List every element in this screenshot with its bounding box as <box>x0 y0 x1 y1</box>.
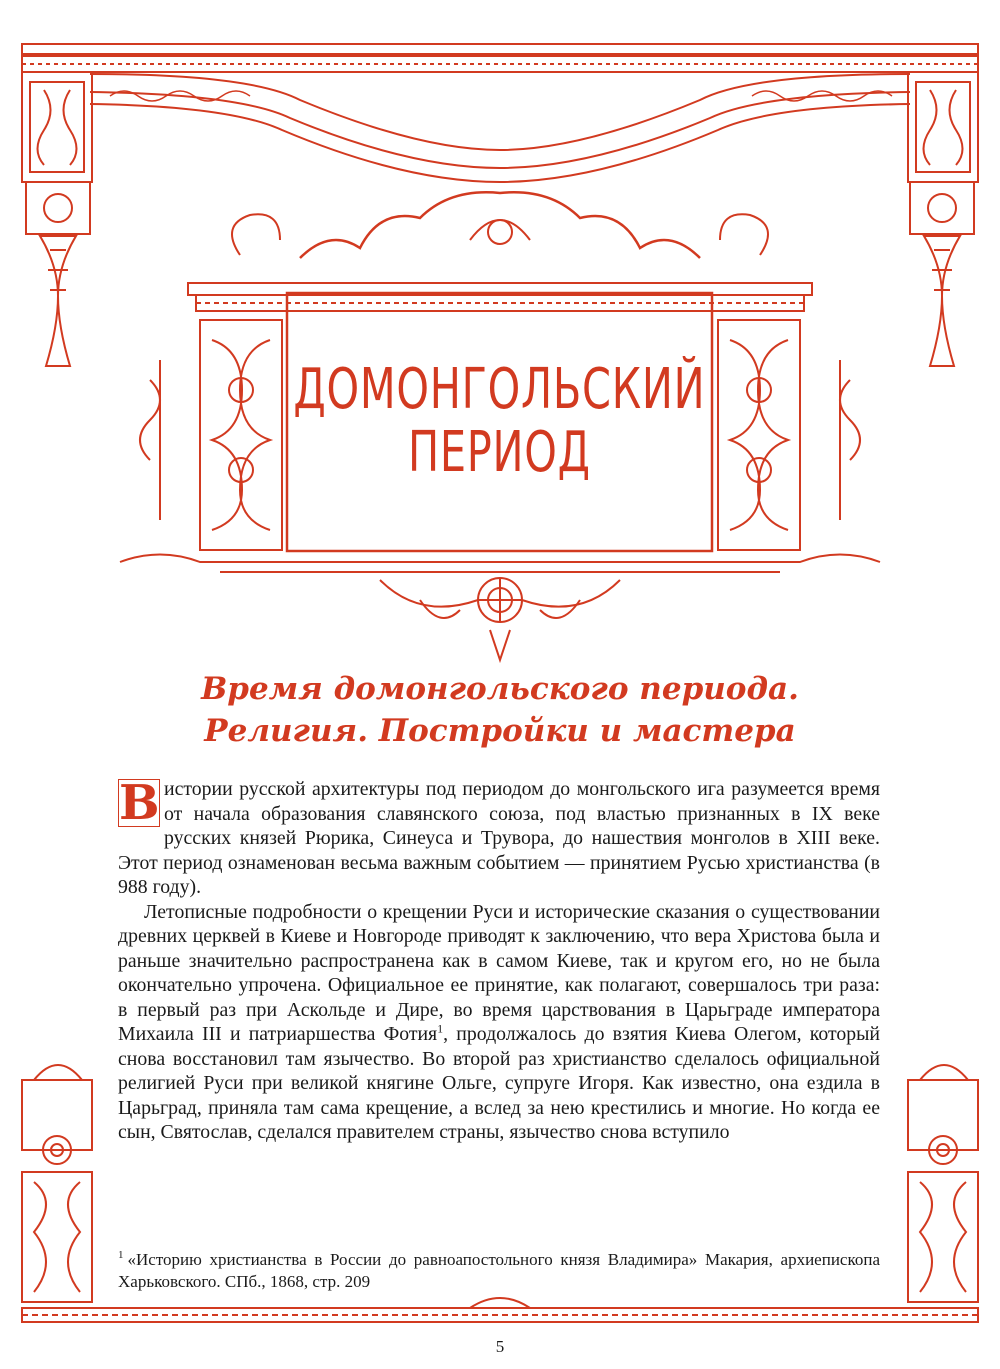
section-title-line-2: Религия. Постройки и мастера <box>204 713 796 749</box>
body-text <box>118 777 880 1145</box>
chapter-title-line-1: ДОМОНГОЛЬСКИЙ <box>293 357 706 423</box>
bottom-band-ornament <box>22 1298 978 1322</box>
paragraph-1 <box>118 777 880 900</box>
section-title-line-1: Время домонгольского периода. <box>201 671 799 707</box>
left-border-ornament <box>22 1065 92 1302</box>
chapter-title <box>294 359 706 484</box>
paragraph-1-text: истории русской архитектуры под периодом до монгольского ига разумеется время от начала образования славянского союза, под властью признанных в IX веке русских князей Рюрика, Синеуса и Трувора, до нашествия монголов в XIII веке. Этот период ознаменован весьма важным событием — принятием Русью христианства (в 988 году). <box>118 778 880 898</box>
chapter-title-cartouche <box>287 293 712 551</box>
drop-cap: В <box>119 775 160 831</box>
footnote-reference[interactable]: 1 <box>437 1021 444 1036</box>
page-number: 5 <box>495 1337 505 1356</box>
paragraph-2-text-a: Летописные подробности о крещении Руси и исторические сказания о существовании древних церквей в Киеве и Новгороде приводят к заключению, что вера Христова была и раньше значительно распространена как в самом Киеве, так и кругом его, но не была окончательно упрочена. Официальное ее принятие, как полагают, совершалось три раза: в первый раз при Аскольде и Дире, во время царствования в Царьграде императора Михаила III и патриаршества Фотия <box>118 900 880 1045</box>
section-title <box>100 668 900 752</box>
footnote <box>118 1249 880 1293</box>
footnote-text: «Историю христианства в России до равноапостольного князя Владимира» Макария, архиепископа Харьковского. СПб., 1868, стр. 209 <box>118 1250 880 1291</box>
paragraph-2 <box>118 900 880 1145</box>
chapter-title-line-2: ПЕРИОД <box>408 420 591 485</box>
footnote-mark: 1 <box>118 1249 124 1262</box>
paragraph-2-text-b: , продолжалось до взятия Киева Олегом, который снова восстановил там язычество. Во второй раз христианство сделалось официальной религией Руси при великой княгине Ольге, супруге Игоря. Как известно, она ездила в Царьград, приняла там сама крещение, а вслед за нею крестились и многие. Но когда ее сын, Святослав, сделался правителем страны, язычество снова вступило <box>118 1023 880 1143</box>
right-border-ornament <box>908 1065 978 1302</box>
